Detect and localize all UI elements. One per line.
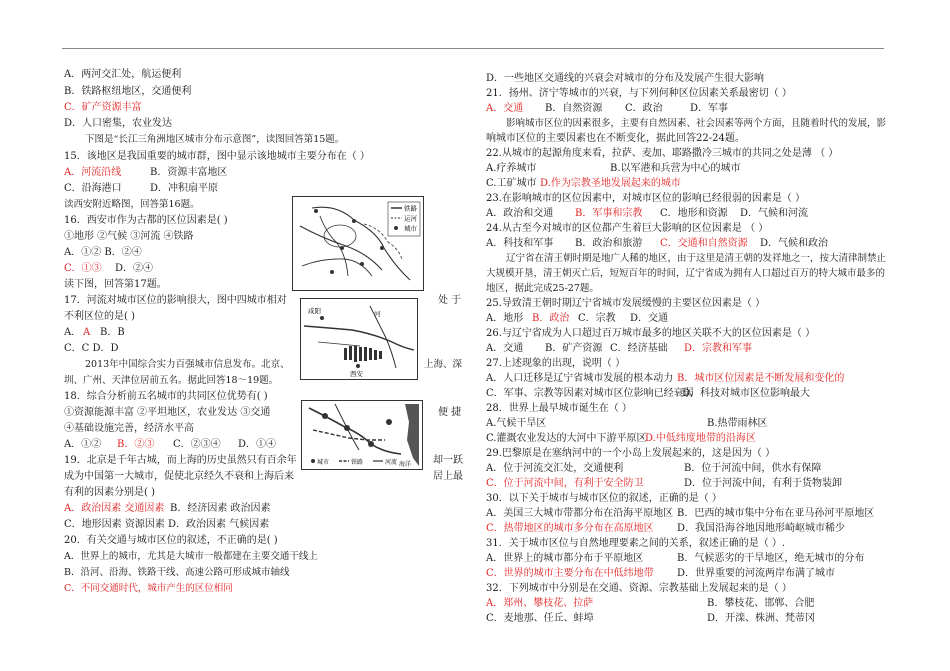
- text-line: C．经济基础: [610, 343, 668, 354]
- text-line: 27.上述现象的出现，说明（ ）: [486, 358, 626, 369]
- fig-c-legend-river: 河流: [385, 459, 398, 466]
- text-line: B.以军港和兵营为中心的城市: [610, 163, 741, 174]
- text-line: D．气候和河流: [740, 208, 809, 219]
- text-line: C．地形因素 资源因素 D．政治因素 气候因素: [64, 519, 270, 530]
- xian-vicinity-map: [300, 298, 418, 380]
- text-line: 大规模开垦，清王朝灭亡后，短短百年的时间，辽宁省成为拥有人口超过百万的特大城市最多的: [486, 268, 886, 279]
- text-line: D．①④: [238, 439, 277, 450]
- text-line: B．位于河流中间，供水有保障: [684, 463, 822, 474]
- text-line: 18．综合分析前五名城市的共同区位优势有( ): [64, 391, 268, 402]
- text-line: D．军事: [690, 103, 729, 114]
- text-line: 16．西安市作为古都的区位因素是( ): [64, 215, 228, 226]
- text-line: D．一些地区交通线的兴衰会对城市的分布及发展产生很大影响: [486, 73, 765, 84]
- text-line: C.工矿城市: [486, 178, 537, 189]
- text-line: D．冲积扇平原: [150, 183, 219, 194]
- text-line: A．地形: [486, 313, 524, 324]
- text-line: 19．北京是千年古城，而上海的历史虽然只有百余年: [64, 455, 297, 466]
- fig-b-xianyang: 咸阳: [308, 307, 321, 315]
- text-line: C．位于河流中间，有利于安全防卫: [486, 478, 644, 489]
- text-line: B．政治: [532, 313, 570, 324]
- text-line: 辽宁省在清王朝时期是地广人稀的地区，由于这里是清王朝的发祥地之一，按大清律制禁止: [506, 253, 887, 264]
- text-line: A．交通: [486, 103, 524, 114]
- text-line: 15．该地区是我国重要的城市群，图中显示该地城市主要分布在（ ）: [64, 151, 370, 162]
- text-line: C．宗教: [578, 313, 616, 324]
- text-line: A．政治因素 交通因素: [64, 503, 165, 514]
- text-line: A．交通: [486, 343, 524, 354]
- text-line: C．①③: [64, 263, 102, 274]
- text-line: A．政治和交通: [486, 208, 554, 219]
- text-line: ①地形 ②气候 ③河流 ④铁路: [64, 231, 194, 242]
- text-line: C．地形和资源: [660, 208, 728, 219]
- text-line: B.热带雨林区: [707, 418, 768, 429]
- text-line: 下图是“长江三角洲地区城市分布示意图”，读图回答第15题。: [85, 134, 345, 145]
- text-line: B．政治和旅游: [575, 238, 643, 249]
- text-line: 居上最: [433, 471, 463, 482]
- text-line: B．经济因素 政治因素: [170, 503, 271, 514]
- text-line: 不利区位的是( ): [64, 311, 135, 322]
- text-line: B．气候恶劣的干旱地区，绝无城市的分布: [677, 553, 865, 564]
- text-line: 圳、广州、天津位居前五名。据此回答18～19题。: [64, 375, 279, 386]
- text-line: A．①② B．②④: [64, 247, 142, 258]
- fig-b-river: 河: [374, 310, 381, 318]
- fig-a-legend-canal: 运河: [404, 214, 417, 223]
- text-line: C．麦地那、任丘、蚌埠: [486, 613, 594, 624]
- text-line: B．城市区位因素是不断发展和变化的: [677, 373, 845, 384]
- text-line: B．资源丰富地区: [150, 167, 228, 178]
- text-line: C．交通和自然资源: [660, 238, 748, 249]
- text-line: 响城市区位的主要因素也在不断变化，据此回答22-24题。: [486, 133, 745, 144]
- text-line: A．: [64, 327, 82, 338]
- text-line: 26.与辽宁省成为人口超过百万城市最多的地区关联不大的区位因素是（ ）: [486, 328, 816, 339]
- text-line: 地区，据此完成25-27题。: [486, 283, 599, 294]
- text-line: 有利的因素分别是( ): [64, 487, 155, 498]
- text-line: A.气候干旱区: [486, 418, 547, 429]
- text-line: 22.从城市的起源角度来看，拉萨、麦加、耶路撒冷三城市的共同之处是薄 （ ）: [486, 148, 839, 159]
- text-line: C．热带地区的城市多分布在高原地区: [486, 523, 654, 534]
- text-line: C．世界的城市主要分布在中低纬地带: [486, 568, 654, 579]
- text-line: 处 于: [438, 295, 462, 306]
- text-line: 25.导致清王朝时期辽宁省城市发展缓慢的主要区位因素是（ ）: [486, 298, 766, 309]
- text-line: ①资源能源丰富 ②平坦地区，农业发达 ③交通: [64, 407, 271, 418]
- text-line: A．人口迁移是辽宁省城市发展的根本动力: [486, 373, 674, 384]
- text-line: 24.从古至今对城市的区位都产生着巨大影响的区位因素是 （ ）: [486, 223, 769, 234]
- fig-c-legend-rail: 铁路: [351, 459, 364, 466]
- text-line: A: [83, 327, 91, 338]
- text-line: 30．以下关于城市与城市区位的叙述，正确的是（ ）: [486, 493, 722, 504]
- text-line: B．巴西的城市集中分布在亚马孙河平原地区: [677, 508, 875, 519]
- text-line: 上海、深: [424, 359, 463, 370]
- city-river-map: [301, 400, 423, 470]
- text-line: A．两河交汇处，航运便利: [64, 69, 182, 80]
- text-line: D.作为宗教圣地发展起来的城市: [540, 178, 681, 189]
- text-line: 21．扬州、济宁等城市的兴衰，与下列何种区位因素关系最密切（ ）: [486, 88, 792, 99]
- text-line: 20．有关交通与城市区位的叙述，不正确的是( ): [64, 535, 278, 546]
- text-line: D．宗教和军事: [684, 343, 753, 354]
- fig-c-sea: 海洋: [399, 461, 412, 468]
- header-rule: [62, 48, 884, 49]
- text-line: C．不同交通时代，城市产生的区位相同: [64, 583, 233, 594]
- text-line: A.疗养城市: [486, 163, 537, 174]
- text-line: D．世界重要的河流两岸布满了城市: [677, 568, 836, 579]
- text-line: D．科技对城市区位影响最大: [682, 388, 811, 399]
- text-line: B．沿河、沿海、铁路干线、高速公路可形成城市轴线: [64, 567, 290, 578]
- fig-b-xian: 西安: [350, 370, 363, 378]
- text-line: B．自然资源: [545, 103, 603, 114]
- text-line: 成为中国第一大城市，促使北京经久不衰和上海后来: [64, 471, 294, 482]
- fig-a-legend-rail: 铁路: [404, 204, 417, 213]
- text-line: C．矿产资源丰富: [64, 102, 142, 113]
- text-line: B．②③: [117, 439, 155, 450]
- text-line: D．开滦、株洲、梵蒂冈: [707, 613, 816, 624]
- text-line: B．矿产资源: [545, 343, 603, 354]
- text-line: 31．关于城市区位与自然地理要素之间的关系，叙述正确的是（ ）.: [486, 538, 786, 549]
- text-line: D．人口密集，农业发达: [64, 118, 173, 129]
- text-line: D.中低纬度地带的沿海区: [645, 433, 756, 444]
- text-line: A．科技和军事: [486, 238, 554, 249]
- text-line: D．我国沿海谷地因地形崎岖城市稀少: [677, 523, 846, 534]
- text-line: 读西安附近略图，回答第16题。: [64, 199, 200, 210]
- text-line: A．世界上的城市，尤其是大城市一般都建在主要交通干线上: [64, 551, 318, 562]
- text-line: 32．下列城市中分别是在交通、资源、宗教基础上发展起来的是（ ）: [486, 583, 792, 594]
- fig-a-legend-city: 城市: [404, 224, 417, 233]
- text-line: D．交通: [630, 313, 669, 324]
- text-line: 17．河流对城市区位的影响很大，图中四城市相对: [64, 295, 287, 306]
- text-line: A．美国三大城市带都分布在沿海平原地区: [486, 508, 674, 519]
- text-line: B．B: [100, 327, 125, 338]
- text-line: 却一跃: [433, 455, 463, 466]
- text-line: C．政治: [625, 103, 663, 114]
- text-line: 读下图，回答第17题。: [64, 279, 167, 290]
- text-line: D．位于河流中间，有利于货物装卸: [684, 478, 843, 489]
- text-line: C.灌溉农业发达的大河中下游平原区: [486, 433, 647, 444]
- text-line: C．沿海港口: [64, 183, 122, 194]
- text-line: A．位于河流交汇处，交通便利: [486, 463, 624, 474]
- fig-c-legend-city: 城市: [317, 459, 330, 466]
- text-line: 便 捷: [438, 407, 462, 418]
- text-line: A．河流沿线: [64, 167, 122, 178]
- text-line: 28．世界上最早城市诞生在（ ）: [486, 403, 632, 414]
- text-line: A．世界上的城市都分布于平原地区: [486, 553, 644, 564]
- text-line: C．军事、宗教等因素对城市区位影响已经衰弱: [486, 388, 694, 399]
- text-line: 影响城市区位的因素很多，主要有自然因素、社会因素等两个方面，且随着时代的发展，影: [506, 118, 887, 129]
- text-line: B．铁路枢纽地区，交通便利: [64, 86, 192, 97]
- text-line: 29.巴黎原是在塞纳河中的一个小岛上发展起来的，这是因为（ ）: [486, 448, 776, 459]
- text-line: A．①②: [64, 439, 102, 450]
- text-line: D．气候和政治: [760, 238, 829, 249]
- text-line: B．军事和宗教: [575, 208, 643, 219]
- text-line: C．②③④: [173, 439, 221, 450]
- text-line: C．C D．D: [64, 343, 119, 354]
- text-line: A．郑州、攀枝花、拉萨: [486, 598, 594, 609]
- text-line: B．攀枝花、邯郸、合肥: [707, 598, 815, 609]
- text-line: D．②④: [115, 263, 154, 274]
- yangtze-delta-map: [292, 196, 424, 291]
- text-line: ④基础设施完善，经济水平高: [64, 423, 194, 434]
- text-line: 23.在影响城市的区位因素中，对城市区位的影响已经很弱的因素是（ ）: [486, 193, 806, 204]
- text-line: 2013年中国综合实力百强城市信息发布。北京、: [85, 359, 290, 370]
